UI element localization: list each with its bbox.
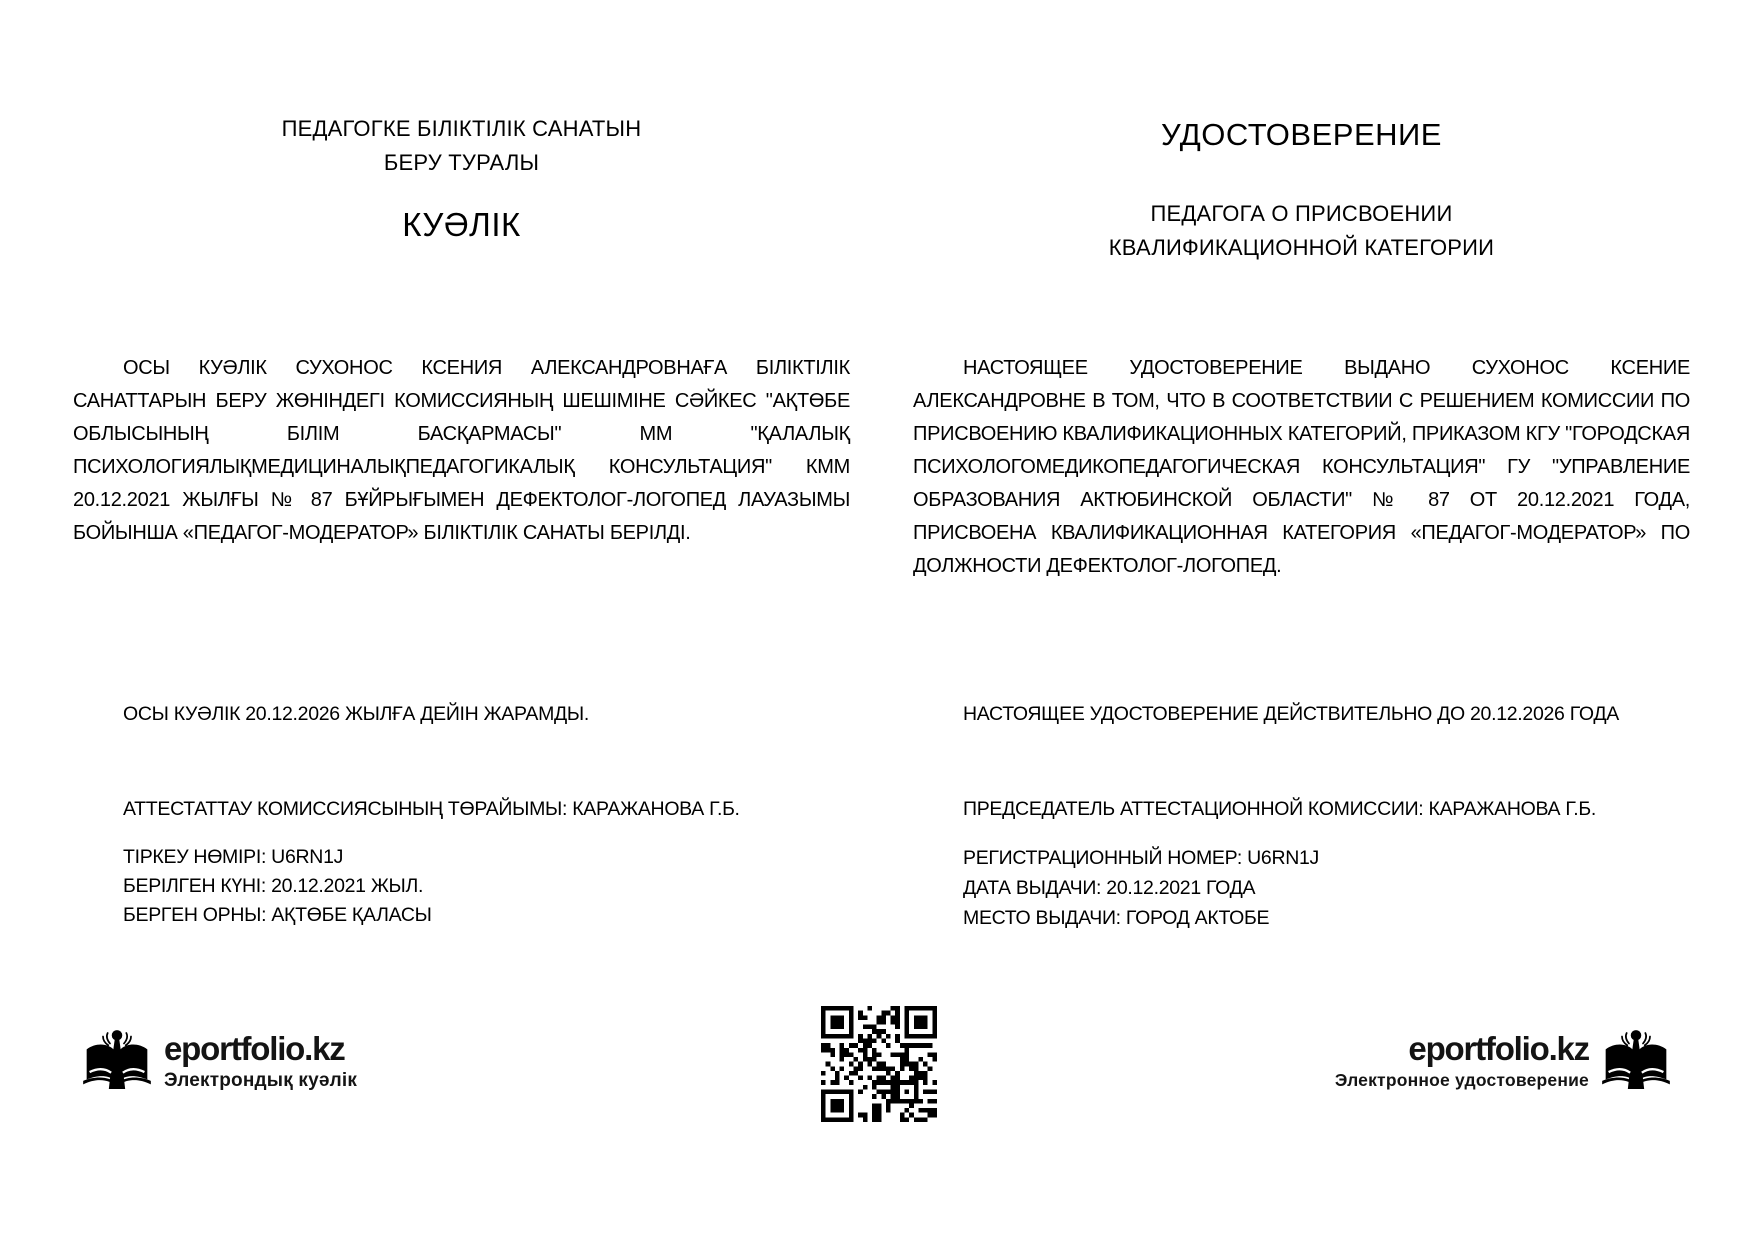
russian-validity-line: НАСТОЯЩЕЕ УДОСТОВЕРЕНИЕ ДЕЙСТВИТЕЛЬНО ДО 20.12.2026 ГОДА — [963, 703, 1619, 725]
kazakh-title-line2: БЕРУ ТУРАЛЫ — [383, 150, 540, 175]
logo-brand: eportfolio.kz — [1408, 1030, 1589, 1067]
russian-doc-type: УДОСТОВЕРЕНИЕ — [1161, 117, 1442, 152]
russian-issue-date: ДАТА ВЫДАЧИ: 20.12.2021 ГОДА — [963, 877, 1256, 899]
kazakh-body-paragraph: ОСЫ КУӘЛІК СУХОНОС КСЕНИЯ АЛЕКСАНДРОВНАҒА БІЛІКТІЛІК САНАТТАРЫН БЕРУ ЖӨНІНДЕГІ КОМИССИЯНЫҢ ШЕШІМІНЕ СӘЙКЕС "АҚТӨБЕ ОБЛЫСЫНЫҢ БІЛІМ БАСҚАРМАСЫ" ММ "ҚАЛАЛЫҚ ПСИХОЛОГИЯЛЫҚМЕДИЦИНАЛЫҚПЕДАГОГИКАЛЫҚ КОНСУЛЬТАЦИЯ" КММ 20.12.2021 ЖЫЛҒЫ № 87 БҰЙРЫҒЫМЕН ДЕФЕКТОЛОГ-ЛОГОПЕД ЛАУАЗЫМЫ БОЙЫНША «ПЕДАГОГ-МОДЕРАТОР» БІЛІКТІЛІК САНАТЫ БЕРІЛДІ. — [73, 357, 850, 544]
logo-brand: eportfolio.kz — [164, 1029, 345, 1067]
kazakh-title — [73, 112, 850, 180]
kazakh-chairman-line: АТТЕСТАТТАУ КОМИССИЯСЫНЫҢ ТӨРАЙЫМЫ: КАРАЖАНОВА Г.Б. — [123, 798, 740, 820]
kazakh-doc-type: КУӘЛІК — [402, 206, 521, 243]
kazakh-issue-date: БЕРІЛГЕН КҮНІ: 20.12.2021 ЖЫЛ. — [123, 875, 424, 897]
kazakh-registration-number: ТІРКЕУ НӨМІРІ: U6RN1J — [123, 846, 344, 868]
logo-text-russian — [1335, 1031, 1589, 1091]
eportfolio-logo-kazakh — [82, 1018, 357, 1104]
russian-body-paragraph: НАСТОЯЩЕЕ УДОСТОВЕРЕНИЕ ВЫДАНО СУХОНОС КСЕНИЕ АЛЕКСАНДРОВНЕ В ТОМ, ЧТО В СООТВЕТСТВИИ С РЕШЕНИЕМ КОМИССИИ ПО ПРИСВОЕНИЮ КВАЛИФИКАЦИОННЫХ КАТЕГОРИЙ, ПРИКАЗОМ КГУ "ГОРОДСКАЯ ПСИХОЛОГОМЕДИКОПЕДАГОГИЧЕСКАЯ КОНСУЛЬТАЦИЯ" ГУ "УПРАВЛЕНИЕ ОБРАЗОВАНИЯ АКТЮБИНСКОЙ ОБЛАСТИ" № 87 ОТ 20.12.2021 ГОДА, ПРИСВОЕНА КВАЛИФИКАЦИОННАЯ КАТЕГОРИЯ «ПЕДАГОГ-МОДЕРАТОР» ПО ДОЛЖНОСТИ ДЕФЕКТОЛОГ-ЛОГОПЕД. — [913, 357, 1690, 577]
kazakh-title-line1: ПЕДАГОГКЕ БІЛІКТІЛІК САНАТЫН — [281, 116, 642, 141]
russian-chairman-line: ПРЕДСЕДАТЕЛЬ АТТЕСТАЦИОННОЙ КОМИССИИ: КАРАЖАНОВА Г.Б. — [963, 798, 1596, 820]
qr-code — [821, 1006, 937, 1122]
russian-subtitle — [913, 197, 1690, 265]
kazakh-validity-line: ОСЫ КУӘЛІК 20.12.2026 ЖЫЛҒА ДЕЙІН ЖАРАМДЫ. — [123, 703, 590, 725]
logo-tagline-russian: Электронное удостоверение — [1334, 1070, 1589, 1090]
russian-subtitle-line2: КВАЛИФИКАЦИОННОЙ КАТЕГОРИИ — [1108, 235, 1495, 260]
open-book-person-icon — [82, 1018, 152, 1104]
russian-registration-block — [913, 843, 1690, 933]
russian-registration-number: РЕГИСТРАЦИОННЫЙ НОМЕР: U6RN1J — [963, 847, 1320, 869]
kazakh-registration-block — [73, 843, 850, 930]
open-book-person-icon — [1601, 1018, 1671, 1104]
kazakh-issue-place: БЕРГЕН ОРНЫ: АҚТӨБЕ ҚАЛАСЫ — [123, 904, 432, 926]
logo-tagline-kazakh: Электрондық куәлік — [164, 1069, 358, 1091]
russian-issue-place: МЕСТО ВЫДАЧИ: ГОРОД АКТОБЕ — [963, 907, 1270, 929]
eportfolio-logo-russian — [1335, 1018, 1671, 1104]
logo-text-kazakh — [164, 1031, 357, 1092]
russian-subtitle-line1: ПЕДАГОГА О ПРИСВОЕНИИ — [1150, 201, 1453, 226]
